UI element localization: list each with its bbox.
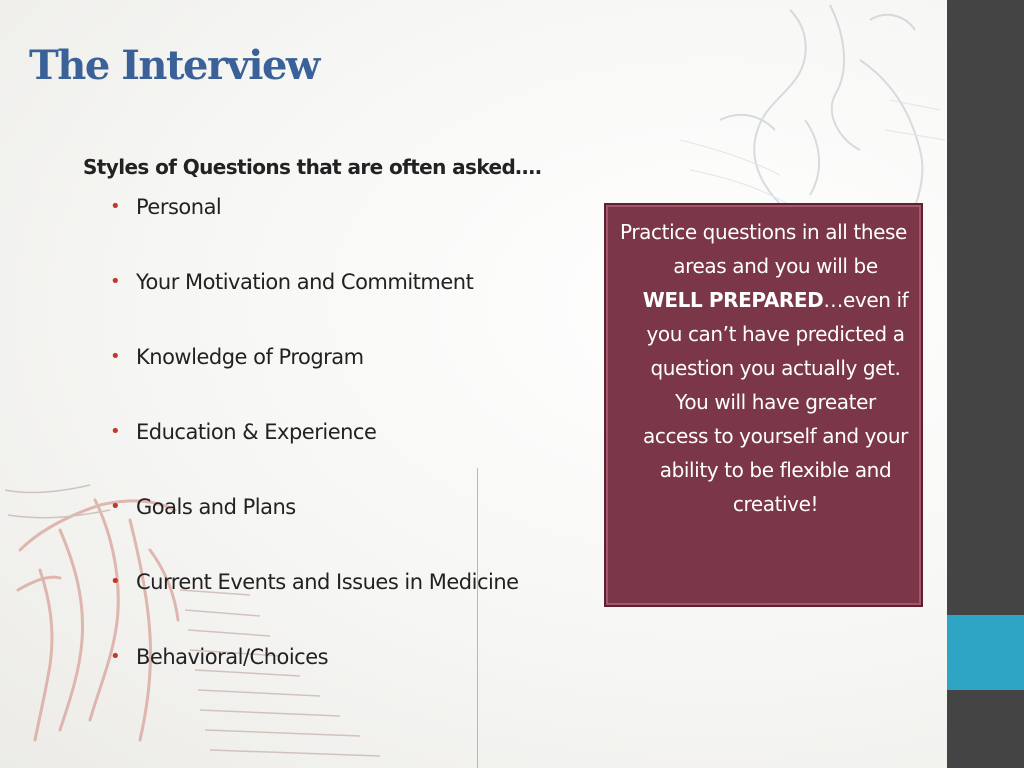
bullet-icon: • <box>110 646 121 667</box>
list-item <box>108 491 519 566</box>
bullet-icon: • <box>110 421 121 442</box>
list-item <box>108 566 519 641</box>
list-item <box>108 341 519 416</box>
list-item-label: Education & Experience <box>136 420 377 444</box>
callout-text <box>618 215 909 521</box>
list-item <box>108 266 519 341</box>
callout-text-part2: …even if you can’t have predicted a question you actually get. You will have greater access to yourself and your ability to be flexible and creative! <box>643 288 909 516</box>
list-item-label: Your Motivation and Commitment <box>136 270 474 294</box>
slide-title: The Interview <box>29 42 319 89</box>
bullet-icon: • <box>110 496 121 517</box>
list-item-label: Knowledge of Program <box>136 345 364 369</box>
advice-callout-box <box>604 203 923 607</box>
list-item-label: Current Events and Issues in Medicine <box>136 570 519 594</box>
list-item-label: Personal <box>136 195 222 219</box>
list-item <box>108 191 519 266</box>
callout-emphasis: WELL PREPARED <box>642 288 824 312</box>
question-styles-list <box>108 191 519 716</box>
bullet-icon: • <box>110 271 121 292</box>
bullet-icon: • <box>110 571 121 592</box>
bullet-icon: • <box>110 196 121 217</box>
callout-text-part1: Practice questions in all these areas and you will be <box>620 220 907 278</box>
right-accent-block <box>947 615 1024 690</box>
list-item <box>108 416 519 491</box>
list-item-label: Behavioral/Choices <box>136 645 329 669</box>
list-item <box>108 641 519 716</box>
bullet-icon: • <box>110 346 121 367</box>
questions-heading: Styles of Questions that are often asked…. <box>83 155 542 179</box>
list-item-label: Goals and Plans <box>136 495 296 519</box>
